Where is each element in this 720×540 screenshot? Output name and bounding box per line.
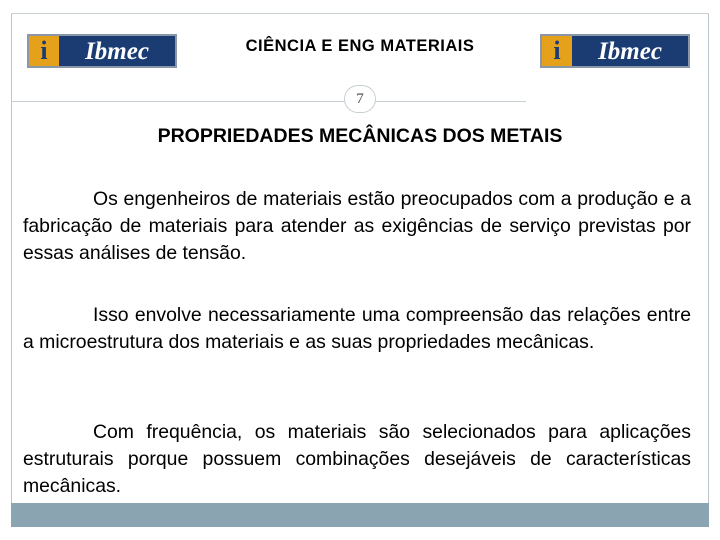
ibmec-logo-mark: i [29,36,59,66]
slide-title: PROPRIEDADES MECÂNICAS DOS METAIS [157,125,563,147]
header-divider [11,101,526,102]
ibmec-logo-right [540,34,690,68]
ibmec-logo-word: Ibmec [85,37,149,65]
paragraph-3: Com frequência, os materiais são selecionados para aplicações estruturais porque possuem combinações desejáveis de características mecânicas. [23,421,691,497]
ibmec-logo-word: Ibmec [598,37,662,65]
footer-bar [11,503,709,527]
ibmec-logo-mark: i [542,36,572,66]
header-title: CIÊNCIA E ENG MATERIAIS [245,37,475,55]
paragraph-1: Os engenheiros de materiais estão preocupados com a produção e a fabricação de materiais para atender as exigências de serviço previstas por essas análises de tensão. [23,188,691,264]
page-number: 7 [344,85,376,113]
paragraph-2: Isso envolve necessariamente uma compreensão das relações entre a microestrutura dos materiais e as suas propriedades mecânicas. [23,304,691,353]
